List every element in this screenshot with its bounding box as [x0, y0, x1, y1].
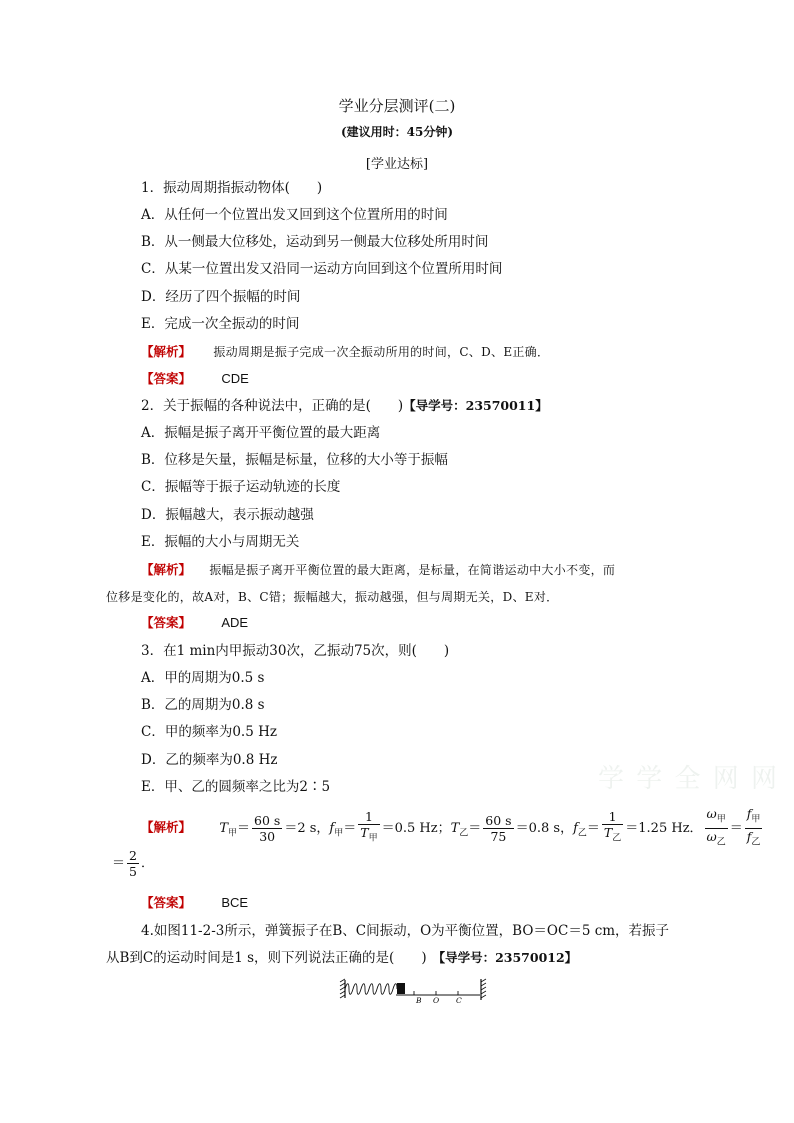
q2-option-e: E．振幅的大小与周期无关	[141, 534, 300, 550]
fraction: $\frac{\omega_甲}{\omega_乙}$	[706, 806, 726, 847]
q1-answer-text: CDE	[221, 371, 249, 386]
fraction: $\frac{60 s}{75}$	[485, 812, 512, 844]
q3-answer-text: BCE	[221, 895, 249, 910]
spring-icon	[345, 984, 397, 995]
q3-option-b: B．乙的周期为0.8 s	[141, 697, 265, 713]
figure-label-c: C	[456, 996, 462, 1004]
q2-analysis-text-2: 位移是变化的，故A对，B、C错；振幅越大，振动越强，但与周期无关，D、E对．	[106, 590, 559, 604]
q3-option-a: A．甲的周期为0.5 s	[141, 670, 265, 686]
fraction: $\frac{1}{T_甲}$	[360, 809, 378, 844]
q1-option-b: B．从一侧最大位移处，运动到另一侧最大位移处所用时间	[141, 234, 489, 250]
q1-option-a: A．从任何一个位置出发又回到这个位置所用的时间	[141, 207, 448, 223]
answer-label: 【答案】	[141, 895, 192, 910]
q3-formula-cont: ＝ $\frac{2}{5}$ ．	[112, 848, 154, 879]
q2-reference: 【导学号：23570011】	[403, 398, 548, 413]
fraction: $\frac{1}{T_乙}$	[603, 809, 622, 844]
q3-analysis	[141, 806, 764, 850]
figure-label-b: B	[416, 996, 422, 1004]
figure-label-o: O	[433, 996, 440, 1004]
q4-stem-2: 从B到C的运动时间是1 s，则下列说法正确的是( ) 【导学号：23570012】	[106, 950, 578, 966]
q1-stem: 1．振动周期指振动物体( )	[141, 180, 323, 196]
q2-option-a: A．振幅是振子离开平衡位置的最大距离	[141, 425, 381, 441]
answer-label: 【答案】	[141, 371, 192, 386]
q1-analysis-text: 振动周期是振子完成一次全振动所用的时间，C、D、E正确．	[213, 345, 550, 359]
watermark: 学 学 全 网 网	[598, 764, 780, 794]
analysis-label: 【解析】	[141, 562, 192, 577]
fraction: $\frac{f_甲}{f_乙}$	[746, 806, 761, 847]
q3-option-d: D．乙的频率为0.8 Hz	[141, 752, 278, 768]
left-wall-icon	[340, 979, 345, 998]
q1-option-c: C．从某一位置出发又沿同一运动方向回到这个位置所用时间	[141, 261, 503, 277]
q1-analysis	[141, 343, 549, 361]
q3-answer	[141, 894, 248, 912]
q1-answer	[141, 370, 249, 388]
q1-option-d: D．经历了四个振幅的时间	[141, 289, 301, 305]
q2-stem	[141, 397, 548, 415]
mass-block-icon	[397, 983, 405, 994]
q4-reference: 【导学号：23570012】	[432, 950, 578, 965]
fraction: $\frac{2}{5}$	[129, 848, 137, 879]
q1-option-e: E．完成一次全振动的时间	[141, 316, 300, 332]
page-subtitle: (建议用时：45分钟)	[340, 125, 454, 139]
answer-label: 【答案】	[141, 615, 192, 630]
q2-analysis-text-1: 振幅是振子离开平衡位置的最大距离，是标量，在简谐运动中大小不变，而	[209, 563, 616, 577]
q2-option-d: D．振幅越大，表示振动越强	[141, 507, 314, 523]
q3-formula: $T_甲=$ $\frac{60 s}{30}$ ＝2 s，$f_甲=$ $\frac{1}{T_甲}$ ＝0.5 Hz；$T_乙=$ $\frac{60 s}{75}$ ＝0.8 s，$f_乙=$ $\frac{1}{T_乙}$ ＝1.25 Hz． $\frac{\omega_甲}{\omega_乙}$ ＝ $\frac{f_甲}{f_乙}$	[219, 821, 764, 836]
q3-stem: 3．在1 min内甲振动30次，乙振动75次，则( )	[141, 643, 450, 659]
fraction: $\frac{60 s}{30}$	[254, 812, 281, 844]
q3-option-c: C．甲的频率为0.5 Hz	[141, 724, 277, 740]
q2-stem-text: 2．关于振幅的各种说法中，正确的是( )	[141, 398, 404, 414]
analysis-label: 【解析】	[141, 344, 192, 359]
q2-answer-text: ADE	[221, 615, 249, 630]
analysis-label: 【解析】	[141, 819, 192, 835]
page-title: 学业分层测评(二)	[338, 97, 456, 115]
q4-stem-1: 4.如图11-2-3所示，弹簧振子在B、C间振动，O为平衡位置，BO＝OC＝5 cm，若振子	[141, 923, 670, 939]
q2-option-c: C．振幅等于振子运动轨迹的长度	[141, 479, 341, 495]
q3-option-e: E．甲、乙的圆频率之比为2∶5	[141, 779, 331, 795]
q2-answer	[141, 614, 248, 632]
q2-option-b: B．位移是矢量，振幅是标量，位移的大小等于振幅	[141, 452, 448, 468]
q2-analysis	[141, 561, 615, 579]
spring-oscillator-figure	[338, 976, 488, 1004]
right-wall-icon	[481, 979, 486, 1000]
section-heading: [学业达标]	[365, 157, 429, 172]
